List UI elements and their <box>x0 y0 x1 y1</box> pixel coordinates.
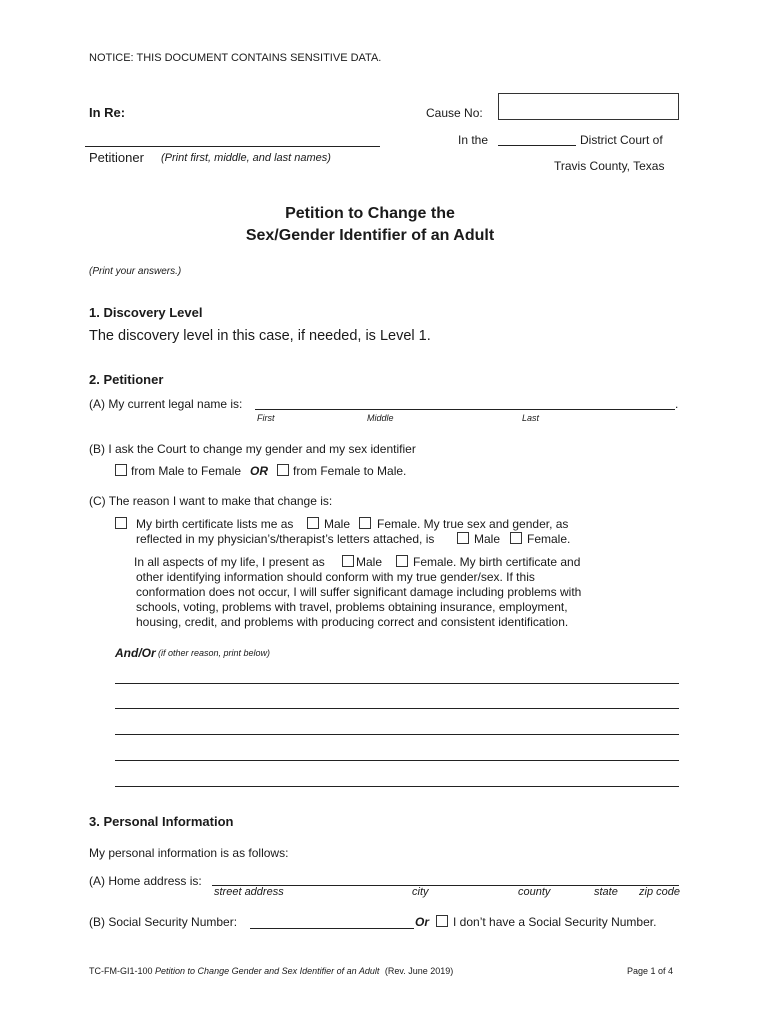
footer-revision: (Rev. June 2019) <box>384 966 454 976</box>
birth-certificate-reason-checkbox[interactable] <box>115 517 127 529</box>
female-to-male-checkbox[interactable] <box>277 464 289 476</box>
birth-cert-female-label: Female. My true sex and gender, as <box>377 517 569 531</box>
in-re-label: In Re: <box>89 105 126 120</box>
present-male-checkbox[interactable] <box>342 555 354 567</box>
present-female-checkbox[interactable] <box>396 555 408 567</box>
reason-text-line-2: other identifying information should conform with my true gender/sex. If this <box>136 570 535 584</box>
petitioner-label: Petitioner <box>89 150 144 165</box>
male-to-female-checkbox[interactable] <box>115 464 127 476</box>
birth-cert-male-checkbox[interactable] <box>307 517 319 529</box>
reason-text-line-3: conformation does not occur, I will suffer significant damage including problems with <box>136 585 582 599</box>
print-names-note: (Print first, middle, and last names) <box>161 152 331 164</box>
legal-name-label: (A) My current legal name is: <box>89 397 243 411</box>
title-line-2: Sex/Gender Identifier of an Adult <box>245 227 495 244</box>
true-male-checkbox[interactable] <box>457 532 469 544</box>
female-to-male-label: from Female to Male. <box>293 464 407 478</box>
no-ssn-label: I don’t have a Social Security Number. <box>453 915 657 929</box>
other-reason-line[interactable] <box>115 708 679 709</box>
footer-form-info <box>89 966 453 976</box>
other-reason-note: (if other reason, print below) <box>158 648 271 658</box>
section-1-heading: 1. Discovery Level <box>89 305 203 320</box>
personal-info-intro: My personal information is as follows: <box>89 846 289 860</box>
physician-letters-text: reflected in my physician’s/therapist’s letters attached, is <box>136 532 435 546</box>
ssn-field[interactable] <box>250 928 414 929</box>
true-female-checkbox[interactable] <box>510 532 522 544</box>
footer-form-title: Petition to Change Gender and Sex Identifier of an Adult <box>155 966 380 976</box>
cause-no-label: Cause No: <box>426 106 483 120</box>
zip-caption: zip code <box>639 886 680 898</box>
present-male-label: Male <box>356 555 383 569</box>
legal-name-period: . <box>675 397 679 411</box>
sensitive-notice: NOTICE: THIS DOCUMENT CONTAINS SENSITIVE DATA. <box>89 52 382 64</box>
present-female-label: Female. My birth certificate and <box>413 555 581 569</box>
cause-no-field[interactable] <box>498 93 679 120</box>
ssn-label: (B) Social Security Number: <box>89 915 238 929</box>
home-address-label: (A) Home address is: <box>89 874 202 888</box>
birth-cert-female-checkbox[interactable] <box>359 517 371 529</box>
state-caption: state <box>594 886 618 898</box>
ssn-or-label: Or <box>415 915 430 929</box>
no-ssn-checkbox[interactable] <box>436 915 448 927</box>
and-or-label: And/Or <box>115 646 156 660</box>
petitioner-name-field[interactable] <box>85 146 380 147</box>
true-male-label: Male <box>474 532 501 546</box>
city-caption: city <box>412 886 429 898</box>
birth-cert-male-label: Male <box>324 517 351 531</box>
other-reason-line[interactable] <box>115 786 679 787</box>
other-reason-line[interactable] <box>115 760 679 761</box>
or-label: OR <box>250 464 268 478</box>
street-caption: street address <box>214 886 284 898</box>
first-name-caption: First <box>257 413 275 423</box>
birth-certificate-text: My birth certificate lists me as <box>136 517 294 531</box>
title-line-1: Petition to Change the <box>285 205 455 222</box>
present-as-text: In all aspects of my life, I present as <box>134 555 325 569</box>
page-number: Page 1 of 4 <box>627 966 674 976</box>
change-request-label: (B) I ask the Court to change my gender and my sex identifier <box>89 442 416 456</box>
last-name-caption: Last <box>522 413 540 423</box>
other-reason-line[interactable] <box>115 683 679 684</box>
reason-label: (C) The reason I want to make that change is: <box>89 494 333 508</box>
court-number-field[interactable] <box>498 145 576 146</box>
county-caption: county <box>518 886 551 898</box>
section-2-heading: 2. Petitioner <box>89 372 164 387</box>
true-female-label: Female. <box>527 532 571 546</box>
legal-name-field[interactable] <box>255 409 675 410</box>
reason-text-line-5: housing, credit, and problems with producing correct and consistent identification. <box>136 615 569 629</box>
district-court-label: District Court of <box>580 133 663 147</box>
reason-text-line-4: schools, voting, problems with travel, problems obtaining insurance, employment, <box>136 600 568 614</box>
county-label: Travis County, Texas <box>554 159 665 173</box>
in-the-label: In the <box>458 133 489 147</box>
male-to-female-label: from Male to Female <box>131 464 242 478</box>
discovery-level-text: The discovery level in this case, if needed, is Level 1. <box>89 328 431 344</box>
footer-form-id: TC-FM-GI1-100 <box>89 966 153 976</box>
other-reason-line[interactable] <box>115 734 679 735</box>
section-3-heading: 3. Personal Information <box>89 814 234 829</box>
middle-name-caption: Middle <box>367 413 394 423</box>
print-answers-note: (Print your answers.) <box>89 266 182 277</box>
